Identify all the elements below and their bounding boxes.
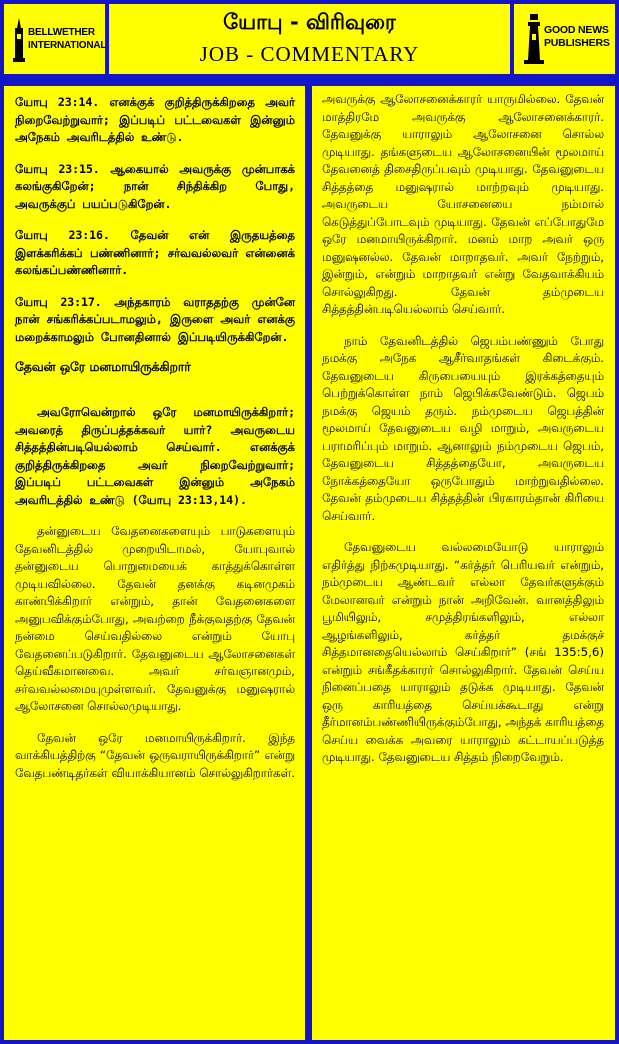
verse-23-17: யோபு 23:17. அந்தகாரம் வராததற்கு முன்னே நான் சங்கரிக்கப்படாமலும், இருளை அவர் எனக்கு மறைக்காமலும் போனதினால் இப்படியிருக்கிறேன். [15, 294, 295, 344]
right-paragraph-3: தேவனுடைய வல்லமையோடு யாராலும் எதிர்த்து நிற்கமுடியாது. “கர்த்தர் பெரியவர் என்றும், நம்முடைய ஆண்டவர் எல்லா தேவர்களுக்கும் மேலானவர் என்றும் நான் அறிவேன். வானத்திலும் பூமியிலும், சமுத்திரங்களிலும், எல்லா ஆழங்களிலும், கர்த்தர் தமக்குச் சித்தமானதையெல்லாம் செய்கிறார்” (சங் 135:5,6) என்றும் சங்கீதக்காரர் சொல்லுகிறார். தேவன் செய்ய நினைப்பதை யாராலும் தடுக்க முடியாது. தேவன் ஒரு காரியத்தை செய்யக்கூடாது என்று தீர்மானம்பண்ணியிருக்கும்போது, அந்தக் காரியத்தை செய்ய வைக்க அவரை யாராலும் கட்டாயப்படுத்த முடியாது. தேவனுடைய சித்தம் நிறைவேறும். [322, 540, 604, 764]
key-quote: அவரோவென்றால் ஒரே மனமாயிருக்கிறார்; அவரைத் திருப்பத்தக்கவர் யார்? அவருடைய சித்தத்தின்படியெல்லாம் செய்வார். எனக்குக் குறித்திருக்கிறதை அவர் நிறைவேற்றுவார்; இப்படிப் பட்டவைகள் இன்னும் அநேகம் அவரிடத்தில் உண்டு (யோபு 23:13,14). [15, 405, 295, 507]
lighthouse-icon [524, 14, 544, 64]
bell-tower-icon [12, 18, 26, 62]
verse-23-16: யோபு 23:16. தேவன் என் இருதயத்தை இளக்கரிக்கப் பண்ணினார்; சர்வவல்லவர் என்னைக் கலங்கப்பண்ணினார். [15, 228, 295, 277]
good-news-logo [514, 4, 615, 74]
right-paragraph-1: அவருக்கு ஆலோசனைக்காரர் யாருமில்லை. தேவன் மாத்திரமே அவருக்கு ஆலோசனைக்காரர். தேவனுக்கு யாராலும் ஆலோசனை சொல்ல முடியாது. தங்களுடைய ஆலோசனையின் மூலமாய் தேவனைத் திசைதிருப்பவும் முடியாது. தேவனுடைய சித்தத்தை மனுஷரால் மாற்றவும் முடியாது. அவருடைய யோசனையை நம்மால் கெடுத்துப்போடவும் முடியாது. தேவன் எப்போதுமே ஒரே மனமாயிருக்கிறார். மனம் மாற அவர் ஒரு மனுஷனல்ல. தேவன் மாறாதவர். அவர் நேற்றும், இன்றும், என்றும் மாறாதவர் என்று வேதவாக்கியம் சொல்லுகிறது. தேவன் தம்முடைய சித்தத்தின்படியெல்லாம் செய்வார். [322, 92, 604, 316]
page-title-english: JOB - COMMENTARY [199, 42, 420, 66]
right-paragraph-2: நாம் தேவனிடத்தில் ஜெபம்பண்ணும் போது நமக்கு அநேக ஆசீர்வாதங்கள் கிடைக்கும். தேவனுடைய கிருபையையும் இரக்கத்தையும் பெற்றுக்கொள்ள நாம் ஜெபிக்கவேண்டும். ஜெபம் நமக்கு ஜெயம் தரும். நம்முடைய ஜெபத்தின் மூலமாய் தேவனுடைய வழி மாறும், அவருடைய பராமரிப்பும் மாறும். ஆனாலும் நம்முடைய ஜெபம், தேவனுடைய சித்தத்தையோ, அவருடைய நோக்கத்தையோ ஒருபோதும் மாற்றுவதில்லை. தேவன் தம்முடைய சித்தத்தின் பிரகாரம்தான் கிரியை செய்வார். [322, 333, 604, 523]
section-heading: தேவன் ஒரே மனமாயிருக்கிறார் [15, 360, 191, 374]
logo-left-line2: INTERNATIONAL [28, 40, 107, 51]
right-column [312, 86, 615, 1040]
logo-left-line1: BELLWETHER [28, 27, 95, 38]
left-column [4, 86, 305, 1040]
page-title-tamil: யோபு - விரிவுரை [223, 10, 396, 34]
verse-23-14: யோபு 23:14. எனக்குக் குறித்திருக்கிறதை அவர் நிறைவேற்றுவார்; இப்படிப் பட்டவைகள் இன்னும் அநேகம் அவரிடத்தில் உண்டு. [15, 95, 295, 144]
title-box [109, 4, 510, 74]
left-paragraph-2: தேவன் ஒரே மனமாயிருக்கிறார். இந்த வாக்கியத்திற்கு “தேவன் ஒருவராயிருக்கிறார்” என்று வேதபண்டிதர்கள் வியாக்கியானம் சொல்லுகிறார்கள். [15, 730, 295, 780]
left-paragraph-1: தன்னுடைய வேதனைகளையும் பாடுகளையும் தேவனிடத்தில் முறையிடாமல், யோபுவால் தன்னுடைய பொறுமையைக் காத்துக்கொள்ள முடியவில்லை. தேவன் தனக்கு கடினமுகம் காண்பிக்கிறார் என்றும், தான் வேதனைகளை அனுபவிக்கும்போது, அவற்றை நீக்குவதற்கு தேவன் நன்மை செய்வதில்லை என்றும் யோபு வேதனைப்படுகிறார். தேவனுடைய ஆலோசனைகள் தெய்வீகமானவை. அவர் சர்வஞானமும், சர்வவல்லமையுமுள்ளவர். தேவனுக்கு மனுஷரால் ஆலோசனை சொல்லமுடியாது. [15, 524, 295, 713]
logo-right-line1: GOOD NEWS [544, 24, 609, 36]
logo-right-line2: PUBLISHERS [544, 37, 610, 49]
verse-23-15: யோபு 23:15. ஆகையால் அவருக்கு முன்பாகக் கலங்குகிறேன்; நான் சிந்திக்கிற போது, அவருக்குப் பயப்படுகிறேன். [15, 161, 295, 211]
bellwether-logo [4, 4, 105, 74]
